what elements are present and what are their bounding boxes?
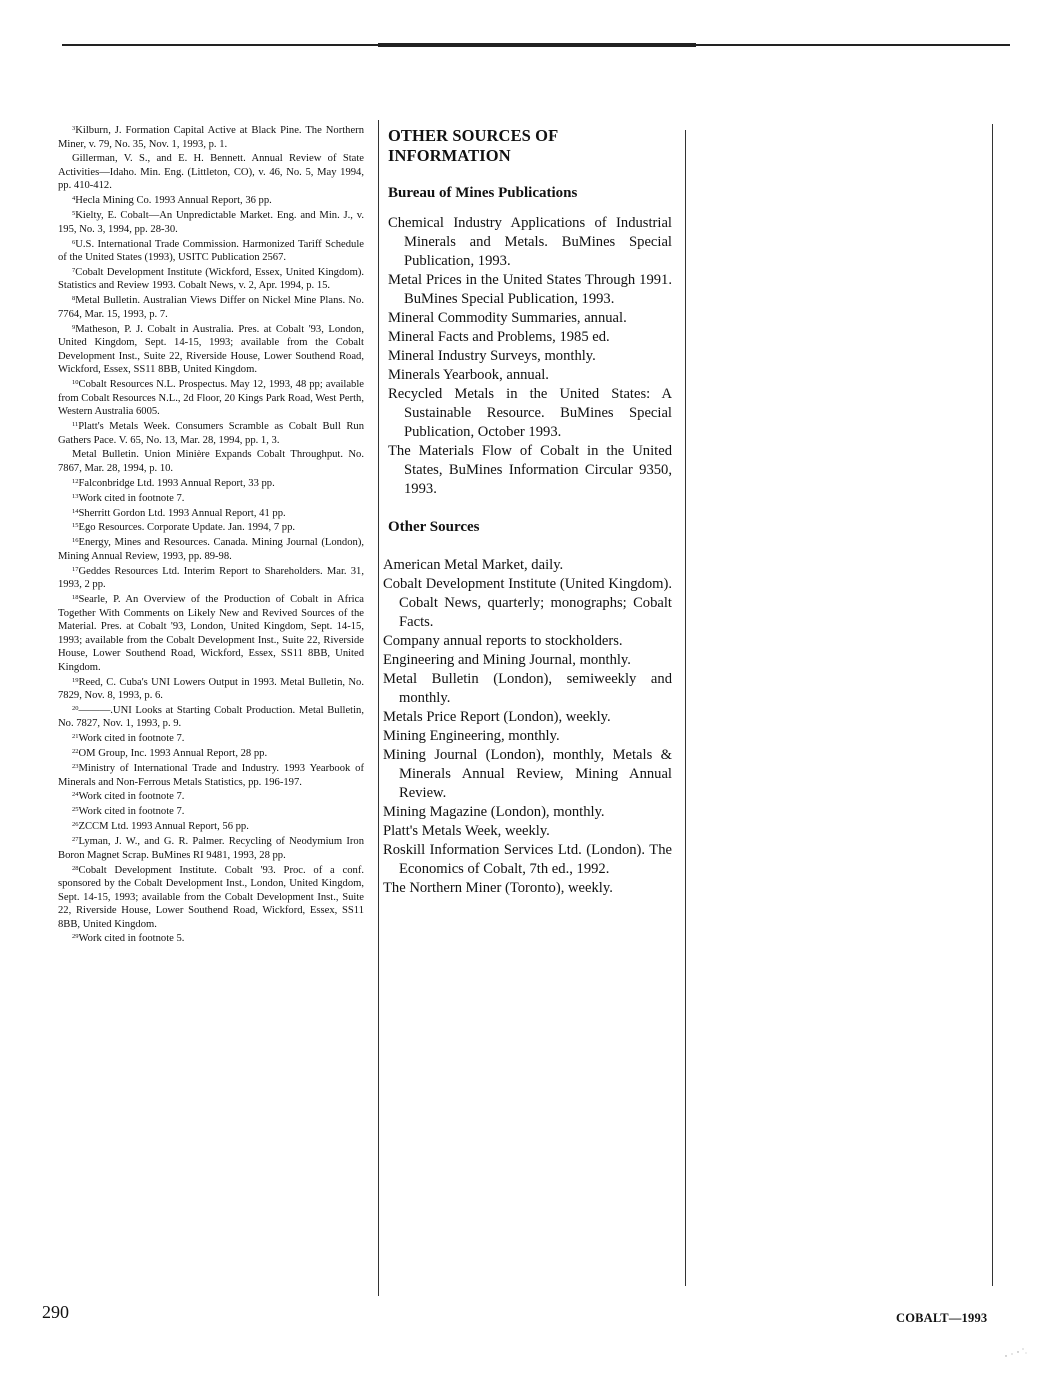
other-source-item: Company annual reports to stockholders. [383, 633, 623, 649]
footnote-text: Work cited in footnote 7. [78, 791, 185, 803]
other-source-item: Platt's Metals Week, weekly. [383, 823, 550, 839]
bureau-publication-item: Mineral Industry Surveys, monthly. [388, 348, 596, 364]
footnote-number: 13 [72, 492, 79, 500]
footnote [58, 266, 364, 293]
footnote [58, 790, 364, 804]
footnote-number: 8 [72, 295, 76, 303]
footnote [58, 492, 364, 506]
footnote [58, 294, 364, 321]
other-source-item: Cobalt Development Institute (United Kingdom). Cobalt News, quarterly; monographs; Cobalt Facts. [383, 576, 672, 630]
footnote [58, 209, 364, 236]
footnote-number: 24 [72, 791, 79, 799]
section-heading: OTHER SOURCES OF INFORMATION [388, 126, 558, 165]
footnote [58, 593, 364, 674]
footnote-text: Reed, C. Cuba's UNI Lowers Output in 1993. Metal Bulletin, No. 7829, Nov. 8, 1993, p. 6. [58, 676, 364, 702]
other-source-item: The Northern Miner (Toronto), weekly. [383, 880, 613, 896]
footnote [58, 152, 364, 193]
bureau-publication-item: Chemical Industry Applications of Industrial Minerals and Metals. BuMines Special Publication, 1993. [388, 215, 672, 269]
footnote-number: 3 [72, 125, 76, 132]
other-source-item: Mining Journal (London), monthly, Metals & Minerals Annual Review, Mining Annual Review. [383, 747, 672, 801]
bureau-publication-item: Recycled Metals in the United States: A Sustainable Resource. BuMines Special Publication, October 1993. [388, 386, 672, 440]
footnote-number: 9 [72, 323, 76, 331]
footnote-number: 21 [72, 733, 79, 741]
footnote-number: 7 [72, 266, 76, 274]
footnote-number: 29 [72, 933, 79, 941]
footnote-text: Platt's Metals Week. Consumers Scramble as Cobalt Bull Run Gathers Pace. V. 65, No. 13, Mar. 28, 1994, pp. 1, 3. [58, 421, 364, 446]
footnote-number: 10 [72, 379, 79, 387]
footnote [58, 762, 364, 789]
footnote [58, 507, 364, 521]
other-source-item: Mining Engineering, monthly. [383, 728, 560, 744]
footnote-text: Cobalt Resources N.L. Prospectus. May 12, 1993, 48 pp; available from Cobalt Resources N.L., 2d Floor, 20 Kings Park Road, West Perth, Western Australia 6005. [58, 379, 364, 418]
footnote [58, 238, 364, 265]
footnote-text: Matheson, P. J. Cobalt in Australia. Pres. at Cobalt '93, London, United Kingdom, Sept. 14-15, 1993; available from the Cobalt Development Inst., Suite 22, Riverside House, Lower Southend Road, Wickford, Essex, SS11 8BB, United Kingdom. [58, 323, 364, 376]
footnote [58, 676, 364, 703]
footnote-text: ZCCM Ltd. 1993 Annual Report, 56 pp. [78, 821, 249, 833]
footnote-text: Lyman, J. W., and G. R. Palmer. Recycling of Neodymium Iron Boron Magnet Scrap. BuMines RI 9481, 1993, 28 pp. [58, 836, 364, 861]
scan-speck-marks [1003, 1346, 1029, 1358]
other-source-item: American Metal Market, daily. [383, 557, 564, 573]
bureau-publications-heading: Bureau of Mines Publications [388, 185, 578, 201]
footnote-text: Searle, P. An Overview of the Production of Cobalt in Africa Together With Comments on Likely New and Revived Sources of the Material. Pres. at Cobalt '93, London, United Kingdom, Sept. 14-15, 1993; available from the Cobalt Development Inst., Suite 22, Riverside House, Lower Southend Road, Wickford, Essex, SS11 8BB, United Kingdom. [58, 594, 364, 673]
footnote [58, 124, 364, 151]
footnote-text: U.S. International Trade Commission. Harmonized Tariff Schedule of the United States (1993), USITC Publication 2567. [58, 238, 364, 264]
footnote-text: Work cited in footnote 7. [78, 806, 185, 818]
footnote [58, 521, 364, 535]
footnote [58, 536, 364, 563]
footnote-text: Hecla Mining Co. 1993 Annual Report, 36 pp. [75, 195, 272, 207]
bureau-publication-item: Mineral Facts and Problems, 1985 ed. [388, 329, 610, 345]
footnote-text: Kielty, E. Cobalt—An Unpredictable Market. Eng. and Min. J., v. 195, No. 3, 1994, pp. 28-30. [58, 210, 364, 235]
footnote [58, 565, 364, 592]
footnote [58, 420, 364, 447]
footnote-number: 20 [72, 704, 79, 712]
footnote [58, 932, 364, 946]
bureau-publication-item: Metal Prices in the United States Through 1991. BuMines Special Publication, 1993. [388, 272, 672, 307]
footnote-number: 19 [72, 676, 79, 684]
footnote [58, 194, 364, 208]
footnotes-column [58, 124, 364, 947]
footnote-text: Ministry of International Trade and Industry. 1993 Yearbook of Minerals and Non-Ferrous Metals Statistics, pp. 196-197. [58, 763, 364, 788]
footnote-text: Metal Bulletin. Australian Views Differ on Nickel Mine Plans. No. 7764, Mar. 15, 1993, p. 7. [58, 295, 364, 320]
other-source-item: Metal Bulletin (London), semiweekly and monthly. [383, 671, 672, 706]
footnote-text: Work cited in footnote 7. [78, 492, 185, 504]
other-source-item: Metals Price Report (London), weekly. [383, 709, 611, 725]
bureau-publication-item: The Materials Flow of Cobalt in the United States, BuMines Information Circular 9350, 1993. [388, 443, 672, 497]
footnote-number: 28 [72, 864, 79, 872]
bureau-publications-list [388, 214, 672, 499]
footnote-text: Geddes Resources Ltd. Interim Report to Shareholders. Mar. 31, 1993, 2 pp. [58, 565, 364, 591]
footnote-number: 27 [72, 836, 79, 844]
footnote-text: Falconbridge Ltd. 1993 Annual Report, 33 pp. [78, 477, 275, 489]
footnote-text: Ego Resources. Corporate Update. Jan. 1994, 7 pp. [78, 522, 296, 534]
footnote [58, 323, 364, 377]
footnote [58, 732, 364, 746]
footnote-number: 15 [72, 522, 79, 530]
footnote-text: Metal Bulletin. Union Minière Expands Cobalt Throughput. No. 7867, Mar. 28, 1994, p. 10. [58, 449, 364, 474]
other-source-item: Roskill Information Services Ltd. (London). The Economics of Cobalt, 7th ed., 1992. [383, 842, 672, 877]
footnote-text: Sherritt Gordon Ltd. 1993 Annual Report, 41 pp. [78, 507, 286, 519]
footnote-number: 14 [72, 507, 79, 515]
footnote [58, 835, 364, 862]
top-rule-accent [378, 43, 696, 47]
footnote-number: 18 [72, 594, 79, 602]
footnote-text: Cobalt Development Institute (Wickford, Essex, United Kingdom). Statistics and Review 1993. Cobalt News, v. 2, Apr. 1994, p. 15. [58, 266, 364, 292]
other-source-item: Engineering and Mining Journal, monthly. [383, 652, 631, 668]
footnote-number: 6 [72, 238, 76, 246]
footnote-number: 17 [72, 565, 79, 573]
footnote [58, 378, 364, 419]
column-divider-far [992, 124, 993, 1286]
footnote [58, 448, 364, 475]
page-number: 290 [42, 1302, 69, 1322]
footnote [58, 704, 364, 731]
footnote-text: Gillerman, V. S., and E. H. Bennett. Annual Review of State Activities—Idaho. Min. Eng. (Littleton, CO), v. 46, No. 5, May 1994, pp. 410-412. [58, 153, 364, 192]
bureau-publication-item: Mineral Commodity Summaries, annual. [388, 310, 627, 326]
footnote-text: OM Group, Inc. 1993 Annual Report, 28 pp. [78, 748, 268, 760]
footnote-number: 12 [72, 477, 79, 485]
footnote-text: ———.UNI Looks at Starting Cobalt Production. Metal Bulletin, No. 7827, Nov. 1, 1993, p. 9. [58, 704, 364, 730]
column-divider-right [685, 130, 686, 1286]
other-sources-heading: Other Sources [388, 519, 480, 535]
bureau-publication-item: Minerals Yearbook, annual. [388, 367, 549, 383]
footnote [58, 820, 364, 834]
footnote-number: 4 [72, 195, 76, 203]
footnote-number: 16 [72, 537, 79, 545]
other-source-item: Mining Magazine (London), monthly. [383, 804, 605, 820]
footnote-text: Energy, Mines and Resources. Canada. Mining Journal (London), Mining Annual Review, 1993, pp. 89-98. [58, 537, 364, 562]
footnote-text: Kilburn, J. Formation Capital Active at Black Pine. The Northern Miner, v. 79, No. 35, Nov. 1, 1993, p. 1. [58, 125, 364, 150]
running-head: COBALT—1993 [896, 1311, 988, 1325]
footnote [58, 864, 364, 932]
footnote-number: 23 [72, 763, 79, 771]
footnote [58, 805, 364, 819]
footnote-text: Work cited in footnote 7. [78, 733, 185, 745]
footnote-number: 5 [72, 210, 76, 218]
footnote-text: Cobalt Development Institute. Cobalt '93. Proc. of a conf. sponsored by the Cobalt Development Inst., London, United Kingdom, Sept. 14-15, 1993; available from the Cobalt Development Inst., Suite 22, Riverside House, Lower Southend Road, Wickford, Essex, SS11 8BB, United Kingdom. [58, 864, 364, 930]
footnote-number: 26 [72, 821, 79, 829]
other-sources-section [382, 124, 672, 898]
column-divider-left [378, 120, 379, 1296]
footnote [58, 477, 364, 491]
footnote-text: Work cited in footnote 5. [78, 933, 185, 945]
footnote [58, 747, 364, 761]
other-sources-list [383, 556, 672, 898]
footnote-number: 22 [72, 748, 79, 756]
footnote-number: 25 [72, 806, 79, 814]
footnote-number: 11 [72, 421, 79, 429]
